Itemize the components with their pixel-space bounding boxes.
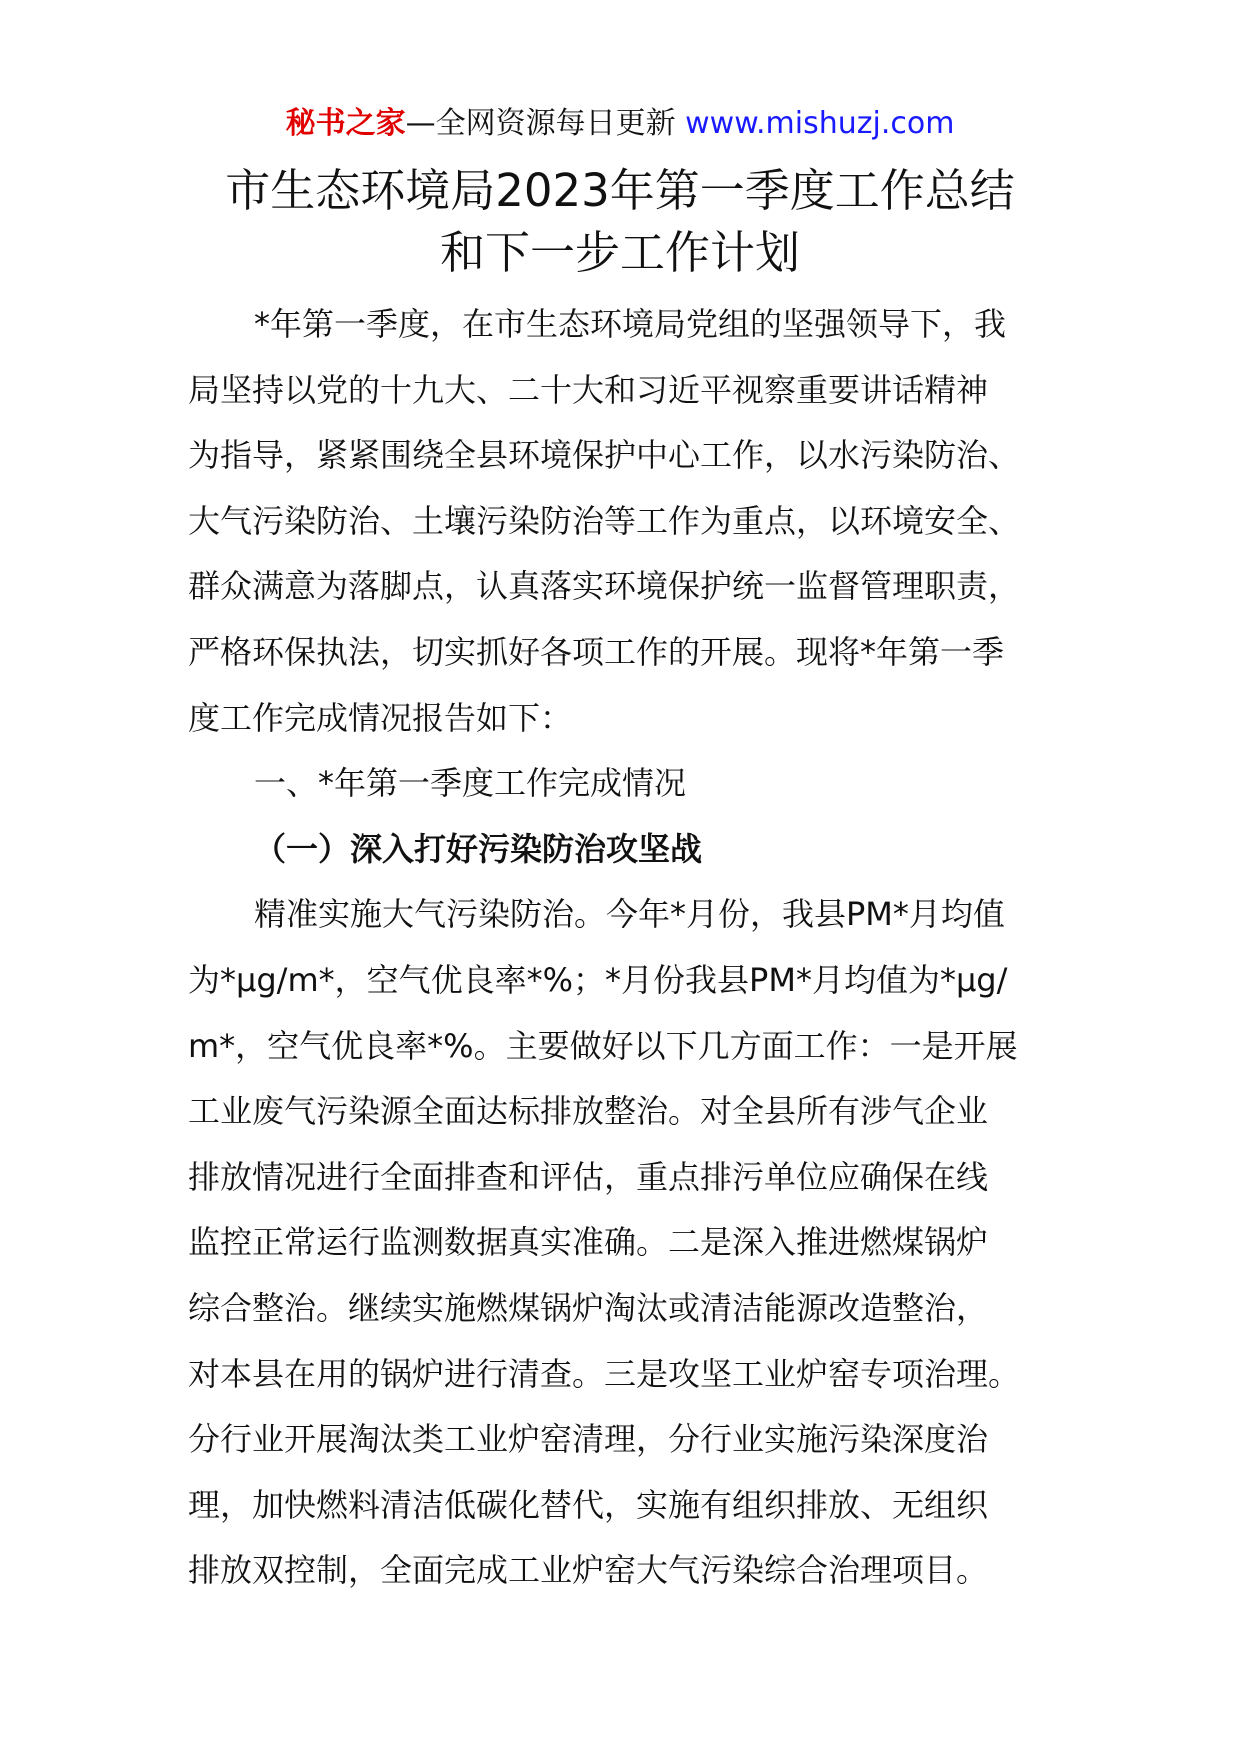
air-pollution-paragraph bbox=[188, 882, 1048, 1604]
text-line: 对本县在用的锅炉进行清查。三是攻坚工业炉窑专项治理。 bbox=[188, 1354, 1021, 1393]
title-line-2: 和下一步工作计划 bbox=[439, 226, 800, 279]
text-line: 严格环保执法，切实抓好各项工作的开展。现将*年第一季 bbox=[188, 632, 1005, 671]
text-line: 大气污染防治、土壤污染防治等工作为重点，以环境安全、 bbox=[188, 501, 1021, 540]
text-line: 排放情况进行全面排查和评估，重点排污单位应确保在线 bbox=[188, 1157, 989, 1196]
text-line: 监控正常运行监测数据真实准确。二是深入推进燃煤锅炉 bbox=[188, 1223, 989, 1262]
document-body bbox=[188, 292, 1048, 1604]
section-heading: 一、*年第一季度工作完成情况 bbox=[254, 764, 687, 803]
subsection-heading: （一）深入打好污染防治攻坚战 bbox=[254, 829, 703, 868]
brand-name: 秘书之家 bbox=[285, 106, 406, 141]
text-line: 为*μg/m*，空气优良率*%；*月份我县PM*月均值为*μg/ bbox=[188, 960, 1008, 999]
text-line: 为指导，紧紧围绕全县环境保护中心工作，以水污染防治、 bbox=[188, 436, 1021, 475]
text-line: 综合整治。继续实施燃煤锅炉淘汰或清洁能源改造整治， bbox=[188, 1288, 989, 1327]
site-banner bbox=[0, 104, 1240, 144]
text-line: 度工作完成情况报告如下： bbox=[188, 698, 573, 737]
text-line: 理，加快燃料清洁低碳化替代，实施有组织排放、无组织 bbox=[188, 1485, 989, 1524]
banner-tagline: —全网资源每日更新 bbox=[405, 106, 686, 141]
text-line: 群众满意为落脚点，认真落实环境保护统一监督管理职责， bbox=[188, 567, 1021, 606]
document-title bbox=[0, 160, 1240, 284]
text-line: m*，空气优良率*%。主要做好以下几方面工作：一是开展 bbox=[188, 1026, 1018, 1065]
text-line: 工业废气污染源全面达标排放整治。对全县所有涉气企业 bbox=[188, 1092, 989, 1131]
text-line: 精准实施大气污染防治。今年*月份，我县PM*月均值 bbox=[254, 895, 1005, 934]
text-line: 局坚持以党的十九大、二十大和习近平视察重要讲话精神 bbox=[188, 370, 989, 409]
text-line: 排放双控制，全面完成工业炉窑大气污染综合治理项目。 bbox=[188, 1551, 989, 1590]
text-line: *年第一季度，在市生态环境局党组的坚强领导下，我 bbox=[254, 305, 1007, 343]
site-url-link[interactable]: www.mishuzj.com bbox=[685, 106, 955, 141]
title-line-1: 市生态环境局2023年第一季度工作总结 bbox=[225, 164, 1015, 217]
text-line: 分行业开展淘汰类工业炉窑清理，分行业实施污染深度治 bbox=[188, 1420, 989, 1459]
intro-paragraph bbox=[188, 292, 1048, 751]
